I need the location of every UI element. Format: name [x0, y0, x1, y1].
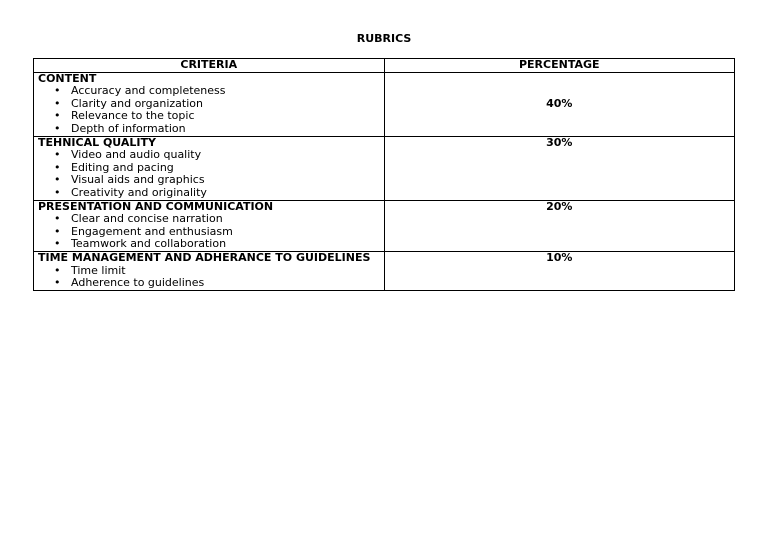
table-row [34, 200, 735, 251]
criteria-item: • Adherence to guidelines [71, 277, 380, 290]
criteria-cell [34, 200, 385, 251]
criteria-item: • Creativity and originality [71, 187, 380, 200]
table-row [34, 251, 735, 290]
criteria-item: • Relevance to the topic [71, 110, 380, 123]
percentage-cell: 10% [384, 251, 734, 290]
criteria-cell [34, 72, 385, 136]
criteria-list [38, 149, 380, 199]
criteria-item: • Video and audio quality [71, 149, 380, 162]
criteria-header: CRITERIA [34, 59, 385, 73]
criteria-cell [34, 136, 385, 200]
criteria-cell [34, 251, 385, 290]
criteria-list [38, 85, 380, 135]
table-row [34, 136, 735, 200]
percentage-header: PERCENTAGE [384, 59, 734, 73]
percentage-cell: 40% [384, 72, 734, 136]
table-header-row [34, 59, 735, 73]
criteria-item: • Time limit [71, 265, 380, 278]
criteria-item: • Accuracy and completeness [71, 85, 380, 98]
rubric-table [33, 58, 735, 291]
percentage-cell: 30% [384, 136, 734, 200]
criteria-item: • Depth of information [71, 123, 380, 136]
criteria-list [38, 265, 380, 290]
criteria-item: • Clarity and organization [71, 98, 380, 111]
criteria-item: • Clear and concise narration [71, 213, 380, 226]
criteria-item: • Engagement and enthusiasm [71, 226, 380, 239]
criteria-item: • Editing and pacing [71, 162, 380, 175]
criteria-title: TEHNICAL QUALITY [38, 135, 156, 149]
criteria-list [38, 213, 380, 251]
criteria-item: • Visual aids and graphics [71, 174, 380, 187]
criteria-title: PRESENTATION AND COMMUNICATION [38, 199, 274, 213]
table-row [34, 72, 735, 136]
criteria-item: • Teamwork and collaboration [71, 238, 380, 251]
page-title: RUBRICS [356, 32, 412, 45]
criteria-title: CONTENT [38, 71, 97, 85]
percentage-cell: 20% [384, 200, 734, 251]
criteria-title: TIME MANAGEMENT AND ADHERANCE TO GUIDELINES [38, 250, 371, 264]
